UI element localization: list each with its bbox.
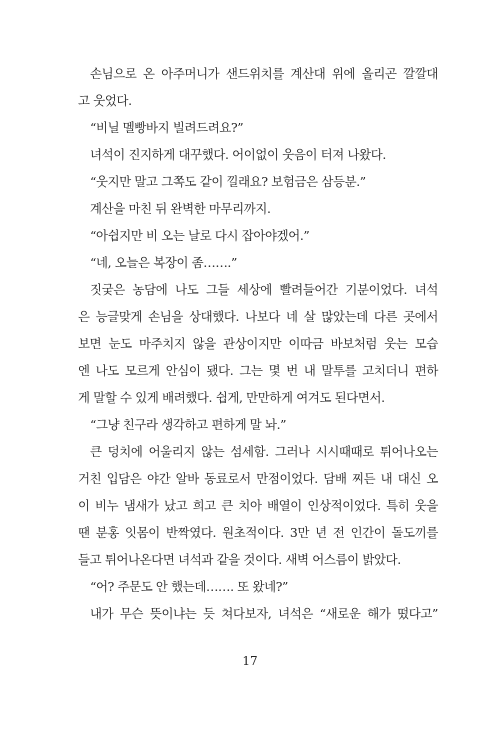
page-number: 17 (242, 654, 258, 668)
body-text (78, 60, 438, 627)
text-line: “아쉽지만 비 오는 날로 다시 잡아야겠어.” (90, 228, 310, 243)
text-line: 들고 튀어나온다면 녀석과 같을 것이다. 새벽 어스름이 밝았다. (78, 552, 401, 567)
text-line: 녀석이 진지하게 대꾸했다. 어이없이 웃음이 터져 나왔다. (90, 147, 386, 162)
text-line: 큰 덩치에 어울리지 않는 섬세함. 그러나 시시때때로 튀어나오는 (90, 444, 438, 459)
text-line: 내가 무슨 뜻이냐는 듯 쳐다보자, 녀석은 “새로운 해가 떴다고” (90, 606, 438, 621)
text-line: “네, 오늘은 복장이 좀…….” (90, 255, 237, 270)
text-line: 거친 입담은 야간 알바 동료로서 만점이었다. 담배 찌든 내 대신 오 (78, 471, 438, 486)
text-line: “웃지만 말고 그쪽도 같이 낄래요? 보험금은 삼등분.” (90, 174, 366, 189)
text-line: 이 비누 냄새가 났고 희고 큰 치아 배열이 인상적이었다. 특히 웃을 (78, 498, 438, 513)
text-line: “비닐 멜빵바지 빌려드려요?” (90, 120, 244, 135)
text-line: 은 능글맞게 손님을 상대했다. 나보다 네 살 많았는데 다른 곳에서 (78, 309, 438, 324)
text-line: 엔 나도 모르게 안심이 됐다. 그는 몇 번 내 말투를 고치더니 편하 (78, 363, 438, 378)
text-line: 고 웃었다. (78, 93, 132, 108)
text-line: 짓궂은 농담에 나도 그들 세상에 빨려들어간 기분이었다. 녀석 (90, 282, 438, 297)
text-line: 게 말할 수 있게 배려했다. 쉽게, 만만하게 여겨도 된다면서. (78, 390, 385, 405)
text-line: “그냥 친구라 생각하고 편하게 말 놔.” (90, 417, 287, 432)
text-line: 손님으로 온 아주머니가 샌드위치를 계산대 위에 올리곤 깔깔대 (90, 66, 438, 81)
text-line: “어? 주문도 안 했는데……. 또 왔네?” (90, 579, 288, 594)
text-line: 보면 눈도 마주치지 않을 관상이지만 이따금 바보처럼 웃는 모습 (78, 336, 438, 351)
text-line: 땐 분홍 잇몸이 반짝였다. 원초적이다. 3만 년 전 인간이 돌도끼를 (78, 525, 438, 540)
text-line: 계산을 마친 뒤 완벽한 마무리까지. (90, 201, 271, 216)
